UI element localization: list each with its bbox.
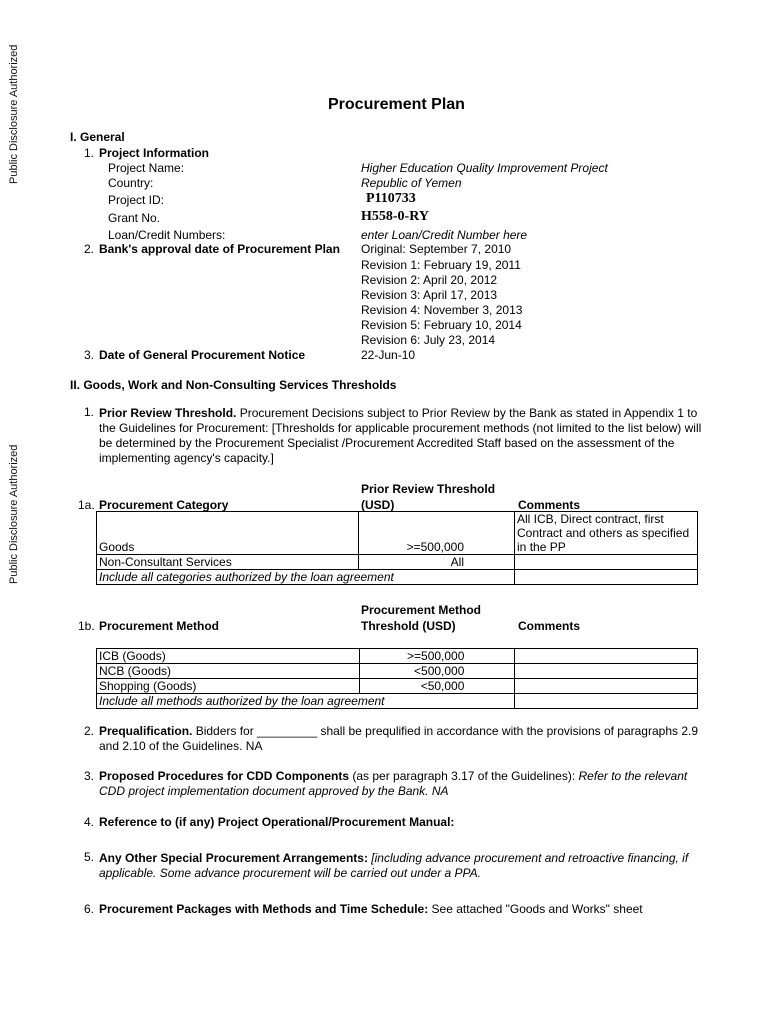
item-number: 3.	[84, 769, 95, 783]
item-number: 3.	[84, 348, 95, 362]
table-cell-comment	[515, 664, 698, 679]
project-name-value: Higher Education Quality Improvement Project	[361, 161, 608, 175]
prior-review-text: be determined by the Procurement Specialist /Procurement Accredited Staff based on the assessment of the	[99, 436, 675, 450]
table-footer-note: Include all methods authorized by the loan agreement	[97, 694, 515, 709]
approval-date-line: Revision 3: April 17, 2013	[361, 288, 498, 302]
table1a-col1-header: Procurement Category	[99, 498, 229, 512]
table-row	[97, 694, 698, 709]
table1b-col2-header: Threshold (USD)	[361, 619, 456, 633]
disclosure-watermark-top: Public Disclosure Authorized	[8, 44, 20, 184]
item-number: 1.	[84, 146, 95, 160]
cdd-heading: Proposed Procedures for CDD Components	[99, 769, 350, 783]
table1a-col3-header: Comments	[518, 498, 581, 512]
special-arrangements-heading: Any Other Special Procurement Arrangements:	[99, 851, 368, 865]
table-row	[97, 679, 698, 694]
table-cell-threshold: >=500,000	[359, 649, 515, 664]
table1b-number: 1b.	[78, 619, 95, 633]
table-cell-threshold: <500,000	[359, 664, 515, 679]
item-number: 1.	[84, 405, 95, 419]
paragraph-italic-text: applicable. Some advance procurement will be carried out under a PPA.	[99, 866, 481, 880]
approval-date-line: Revision 6: July 23, 2014	[361, 333, 496, 347]
cdd-paragraph	[99, 769, 699, 799]
project-information-label: Project Information	[99, 146, 210, 160]
paragraph-italic-text: Refer to the relevant	[578, 769, 688, 783]
table-row	[97, 649, 698, 664]
table-footer-note: Include all categories authorized by the loan agreement	[97, 570, 515, 585]
table1b	[96, 648, 698, 709]
table-cell-comment	[515, 649, 698, 664]
paragraph-text: See attached "Goods and Works" sheet	[428, 902, 643, 916]
paragraph-text: and 2.10 of the Guidelines. NA	[99, 739, 263, 753]
item-number: 5.	[84, 850, 95, 864]
table-cell-empty	[515, 570, 698, 585]
table1b-col3-header: Comments	[518, 619, 581, 633]
table-cell-threshold: >=500,000	[359, 512, 515, 555]
section2-heading: II. Goods, Work and Non-Consulting Services Thresholds	[70, 378, 397, 392]
packages-paragraph	[99, 902, 643, 916]
general-heading: I. General	[70, 130, 125, 144]
approval-date-line: Revision 5: February 10, 2014	[361, 318, 522, 332]
loan-credit-label: Loan/Credit Numbers:	[108, 228, 226, 242]
project-id-value: P110733	[366, 191, 416, 206]
paragraph-text: Bidders for _________ shall be prequlified in accordance with the provisions of paragraphs 2.9	[192, 724, 699, 738]
prior-review-text: implementing agency's capacity.]	[99, 451, 274, 465]
packages-heading: Procurement Packages with Methods and Time Schedule:	[99, 902, 429, 916]
grant-no-label: Grant No.	[108, 211, 161, 225]
page-title: Procurement Plan	[328, 96, 465, 113]
table-row	[97, 555, 698, 570]
table-cell-method: ICB (Goods)	[97, 649, 360, 664]
table-row	[97, 512, 698, 555]
table1a-col2-header: Prior Review Threshold	[361, 482, 496, 496]
table1a-col2-header: (USD)	[361, 498, 395, 512]
comment-line: Contract and others as specified	[517, 526, 690, 540]
disclosure-watermark-middle: Public Disclosure Authorized	[8, 444, 20, 584]
special-arrangements-paragraph	[99, 851, 699, 881]
item-number: 6.	[84, 902, 95, 916]
prequalification-paragraph	[99, 724, 699, 754]
manual-reference-heading: Reference to (if any) Project Operational/Procurement Manual:	[99, 815, 455, 829]
paragraph-italic-text: [including advance procurement and retroactive financing, if	[367, 851, 689, 865]
comment-line: in the PP	[517, 540, 566, 554]
approval-date-line: Revision 2: April 20, 2012	[361, 273, 498, 287]
table1b-col2-header: Procurement Method	[361, 603, 482, 617]
prior-review-paragraph	[99, 406, 702, 466]
approval-date-line: Revision 4: November 3, 2013	[361, 303, 523, 317]
item-number: 2.	[84, 724, 95, 738]
comment-line: All ICB, Direct contract, first	[517, 512, 664, 526]
table-cell-comment	[515, 555, 698, 570]
gpn-date-label: Date of General Procurement Notice	[99, 348, 306, 362]
country-label: Country:	[108, 176, 154, 190]
item-number: 4.	[84, 815, 95, 829]
table1a-number: 1a.	[78, 498, 95, 512]
grant-no-value: H558-0-RY	[361, 209, 429, 224]
loan-credit-value: enter Loan/Credit Number here	[361, 228, 528, 242]
table1b-col1-header: Procurement Method	[99, 619, 220, 633]
approval-date-line: Revision 1: February 19, 2011	[361, 258, 521, 272]
table-cell-category: Goods	[97, 512, 359, 555]
table-cell-threshold: All	[359, 555, 515, 570]
approval-date-label: Bank's approval date of Procurement Plan	[99, 242, 340, 256]
project-name-label: Project Name:	[108, 161, 185, 175]
table-cell-comment	[515, 512, 698, 555]
table-row	[97, 570, 698, 585]
table-cell-method: Shopping (Goods)	[97, 679, 360, 694]
table1a	[96, 511, 698, 585]
prior-review-text: the Guidelines for Procurement: [Thresholds for applicable procurement methods (not limited to the list below) will	[99, 421, 702, 435]
prequalification-heading: Prequalification.	[99, 724, 193, 738]
gpn-date-value: 22-Jun-10	[361, 348, 416, 362]
table-cell-category: Non-Consultant Services	[97, 555, 359, 570]
table-row	[97, 664, 698, 679]
approval-date-line: Original: September 7, 2010	[361, 242, 512, 256]
project-id-label: Project ID:	[108, 193, 165, 207]
country-value: Republic of Yemen	[361, 176, 462, 190]
paragraph-italic-text: CDD project implementation document approved by the Bank. NA	[99, 784, 449, 798]
prior-review-text: Procurement Decisions subject to Prior Review by the Bank as stated in Appendix 1 to	[236, 406, 698, 420]
table-cell-empty	[515, 694, 698, 709]
paragraph-text: (as per paragraph 3.17 of the Guidelines):	[349, 769, 579, 783]
table-cell-method: NCB (Goods)	[97, 664, 360, 679]
prior-review-heading: Prior Review Threshold.	[99, 406, 237, 420]
table-cell-threshold: <50,000	[359, 679, 515, 694]
item-number: 2.	[84, 242, 95, 256]
table-cell-comment	[515, 679, 698, 694]
